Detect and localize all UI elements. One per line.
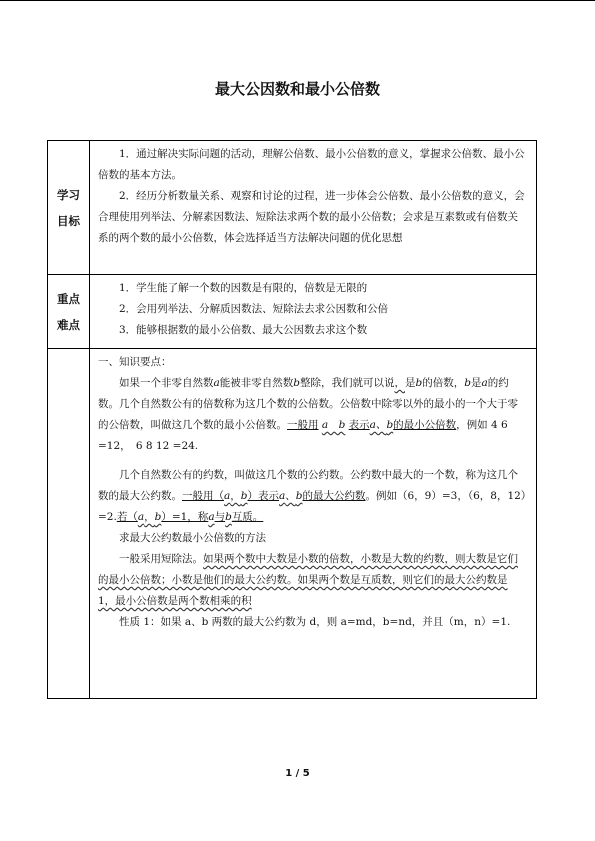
keypoints-heading: 重点 难点 [48, 275, 90, 349]
lesson-table [47, 140, 537, 699]
keypoints-row [48, 275, 537, 349]
content-cell [90, 349, 537, 699]
content-row [48, 349, 537, 699]
page-title: 最大公因数和最小公倍数 [214, 80, 380, 98]
keypoints-cell [90, 275, 537, 349]
paragraph-method: 一般采用短除法。如果两个数中大数是小数的倍数，小数是大数的约数，则大数是它们的最小公倍数；小数是他们的最大公约数。如果两个数是互质数，则它们的最大公约数是 1，最小公倍数是两个数相乘的积 [98, 553, 518, 607]
content-heading [48, 349, 90, 699]
paragraph-gcd: 几个自然数公有的约数，叫做这几个数的公约数。公约数中最大的一个数，称为这几个数的最大公约数。一般用（a，b）表示a、b的最大公约数。例如（6，9）=3，（6，8，12）=2.若（a，b）=1，称a与b互质。 [98, 469, 527, 523]
page-number: 1 / 5 [285, 768, 310, 779]
keypoint-item: 2．会用列举法、分解质因数法、短除法去求公因数和公倍 [119, 303, 389, 315]
top-rule [0, 0, 595, 1]
goals-heading: 学习 目标 [48, 141, 90, 275]
paragraph-lcm: 如果一个非零自然数a能被非零自然数b整除，我们就可以说，是b的倍数，b是a的约数。几个自然数公有的倍数称为这几个数的公倍数。公倍数中除零以外的最小的一个大于零的公倍数，叫做这几个数的最小公倍数。一般用 a b 表示a、b的最小公倍数，例如 4 6 =12， 6 8 12 =24. [98, 377, 518, 452]
keypoint-item: 3．能够根据数的最小公倍数、最大公因数去求这个数 [119, 324, 368, 336]
section-heading: 一、知识要点： [98, 356, 172, 368]
goal-item: 1．通过解决实际问题的活动，理解公倍数、最小公倍数的意义，掌握求公倍数、最小公倍数的基本方法。 [98, 148, 525, 181]
goals-cell [90, 141, 537, 275]
paragraph-property: 性质 1：如果 a、b 两数的最大公约数为 d，则 a=md，b=nd，并且（m，n）=1. [119, 616, 511, 628]
goals-row [48, 141, 537, 275]
keypoint-item: 1．学生能了解一个数的因数是有限的，倍数是无限的 [119, 282, 368, 294]
method-heading: 求最大公约数最小公倍数的方法 [119, 532, 266, 544]
goal-item: 2．经历分析数量关系、观察和讨论的过程，进一步体会公倍数、最小公倍数的意义，会合理使用列举法、分解素因数法、短除法求两个数的最小公倍数；会求是互素数或有倍数关系的两个数的最小公倍数，体会选择适当方法解决问题的优化思想 [98, 190, 525, 244]
